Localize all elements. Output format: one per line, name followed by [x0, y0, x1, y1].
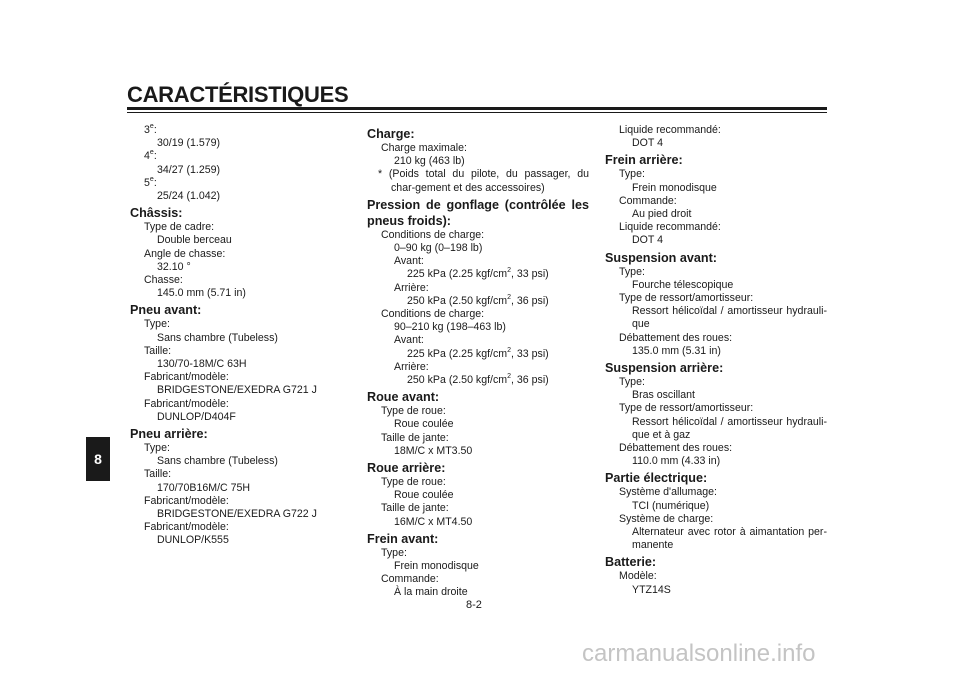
- rear-tire-maker1-label: Fabricant/modèle:: [144, 494, 229, 507]
- rear-suspension-spring-value: Ressort hélicoïdal / amortisseur hydrauli-que et à gaz: [632, 415, 827, 441]
- pressure-1-front-value: 225 kPa (2.25 kgf/$cm^2$, 33 psi): [407, 267, 549, 281]
- front-tire-size-label: Taille:: [144, 344, 172, 357]
- front-tire-heading: Pneu avant:: [130, 303, 202, 318]
- front-wheel-rim-label: Taille de jante:: [381, 431, 449, 444]
- rear-tire-size-label: Taille:: [144, 468, 172, 481]
- pressure-1-rear-value: 250 kPa (2.50 kgf/$cm^2$, 36 psi): [407, 293, 549, 307]
- max-load-value: 210 kg (463 lb): [394, 155, 465, 168]
- battery-model-label: Modèle:: [619, 570, 657, 583]
- pressure-heading: Pression de gonflage (contrôlée les pneus froids):: [367, 197, 589, 228]
- rear-tire-type-value: Sans chambre (Tubeless): [157, 455, 278, 468]
- front-brake-control-label: Commande:: [381, 573, 439, 586]
- load-note: * (Poids total du pilote, du passager, du char-gement et des accessoires): [378, 168, 589, 194]
- front-tire-maker2-label: Fabricant/modèle:: [144, 397, 229, 410]
- max-load-label: Charge maximale:: [381, 142, 467, 154]
- front-suspension-heading: Suspension avant:: [605, 250, 717, 265]
- load-condition-1-label: Conditions de charge:: [381, 228, 485, 241]
- rear-suspension-spring-label: Type de ressort/amortisseur:: [619, 402, 754, 415]
- front-wheel-rim-value: 18M/C x MT3.50: [394, 444, 473, 457]
- gear5-label: 5e:: [144, 175, 157, 189]
- charging-system-value: Alternateur avec rotor à aimantation per-manente: [632, 526, 827, 552]
- electrical-heading: Partie électrique:: [605, 471, 708, 486]
- frame-type-label: Type de cadre:: [144, 221, 215, 234]
- pressure-1-rear-label: Arrière:: [394, 281, 429, 294]
- caster-angle-label: Angle de chasse:: [144, 247, 226, 260]
- rear-brake-control-label: Commande:: [619, 194, 677, 207]
- rear-brake-type-label: Type:: [619, 168, 645, 181]
- battery-model-value: YTZ14S: [632, 583, 671, 596]
- front-wheel-type-value: Roue coulée: [394, 418, 454, 431]
- front-tire-type-label: Type:: [144, 318, 170, 331]
- rear-suspension-type-label: Type:: [619, 376, 645, 389]
- rear-tire-maker2-label: Fabricant/modèle:: [144, 521, 229, 534]
- chapter-tab: 8: [86, 437, 110, 481]
- gear4-value: 34/27 (1.259): [157, 163, 221, 176]
- ignition-system-value: TCI (numérique): [632, 499, 710, 512]
- pressure-2-rear-value: 250 kPa (2.50 kgf/$cm^2$, 36 psi): [407, 373, 549, 387]
- rear-brake-heading: Frein arrière:: [605, 153, 683, 168]
- load-condition-2-value: 90–210 kg (198–463 lb): [394, 321, 506, 334]
- front-brake-type-value: Frein monodisque: [394, 560, 479, 573]
- rear-suspension-type-value: Bras oscillant: [632, 389, 695, 402]
- column-3: [605, 124, 827, 597]
- front-brake-control-value: À la main droite: [394, 586, 468, 599]
- rear-tire-heading: Pneu arrière:: [130, 427, 208, 442]
- pressure-2-front-value: 225 kPa (2.25 kgf/$cm^2$, 33 psi): [407, 346, 549, 360]
- rear-brake-type-value: Frein monodisque: [632, 181, 717, 194]
- frame-type-value: Double berceau: [157, 234, 232, 247]
- gear3-label: 3e:: [144, 122, 157, 136]
- front-suspension-type-label: Type:: [619, 265, 645, 278]
- rear-tire-type-label: Type:: [144, 442, 170, 455]
- front-suspension-spring-label: Type de ressort/amortisseur:: [619, 292, 754, 305]
- watermark: carmanualsonline.info: [582, 640, 816, 667]
- load-condition-1-value: 0–90 kg (0–198 lb): [394, 242, 483, 255]
- front-tire-maker2-value: DUNLOP/D404F: [157, 410, 236, 423]
- column-2: [367, 124, 589, 600]
- trail-value: 145.0 mm (5.71 in): [157, 287, 246, 300]
- front-brake-heading: Frein avant:: [367, 531, 439, 546]
- page-title: CARACTÉRISTIQUES: [127, 82, 349, 107]
- rear-wheel-type-value: Roue coulée: [394, 489, 454, 502]
- gear5-value: 25/24 (1.042): [157, 190, 221, 203]
- front-brake-fluid-label: Liquide recommandé:: [619, 124, 721, 136]
- pressure-2-rear-label: Arrière:: [394, 360, 429, 373]
- ignition-system-label: Système d'allumage:: [619, 486, 718, 499]
- pressure-1-front-label: Avant:: [394, 255, 424, 268]
- rear-tire-size-value: 170/70B16M/C 75H: [157, 481, 251, 494]
- battery-heading: Batterie:: [605, 555, 657, 570]
- front-wheel-heading: Roue avant:: [367, 390, 440, 405]
- front-tire-type-value: Sans chambre (Tubeless): [157, 331, 278, 344]
- front-suspension-spring-value: Ressort hélicoïdal / amortisseur hydrauli-que: [632, 305, 827, 331]
- pressure-2-front-label: Avant:: [394, 334, 424, 347]
- column-1: [130, 124, 335, 548]
- front-tire-maker1-label: Fabricant/modèle:: [144, 371, 229, 384]
- front-suspension-type-value: Fourche télescopique: [632, 278, 734, 291]
- gear4-label: 4e:: [144, 149, 157, 163]
- page-number: 8-2: [466, 599, 482, 611]
- gear3-value: 30/19 (1.579): [157, 137, 221, 150]
- rear-suspension-heading: Suspension arrière:: [605, 361, 724, 376]
- front-suspension-travel-value: 135.0 mm (5.31 in): [632, 344, 721, 357]
- rear-wheel-rim-value: 16M/C x MT4.50: [394, 515, 473, 528]
- rear-suspension-travel-label: Débattement des roues:: [619, 442, 733, 455]
- front-wheel-type-label: Type de roue:: [381, 405, 446, 418]
- load-condition-2-label: Conditions de charge:: [381, 308, 485, 321]
- rear-suspension-travel-value: 110.0 mm (4.33 in): [632, 455, 721, 468]
- front-brake-fluid-value: DOT 4: [632, 137, 664, 150]
- rear-tire-maker1-value: BRIDGESTONE/EXEDRA G722 J: [157, 508, 317, 521]
- load-heading: Charge:: [367, 127, 415, 141]
- rear-brake-control-value: Au pied droit: [632, 208, 692, 221]
- rear-wheel-heading: Roue arrière:: [367, 461, 446, 476]
- charging-system-label: Système de charge:: [619, 512, 714, 525]
- rear-wheel-type-label: Type de roue:: [381, 476, 446, 489]
- front-tire-maker1-value: BRIDGESTONE/EXEDRA G721 J: [157, 384, 317, 397]
- title-rule-thick: [127, 107, 827, 110]
- rear-tire-maker2-value: DUNLOP/K555: [157, 534, 229, 547]
- title-rule-thin: [127, 112, 827, 113]
- caster-angle-value: 32.10 °: [157, 260, 191, 273]
- rear-wheel-rim-label: Taille de jante:: [381, 502, 449, 515]
- chassis-heading: Châssis:: [130, 206, 183, 221]
- rear-brake-fluid-label: Liquide recommandé:: [619, 221, 721, 234]
- front-tire-size-value: 130/70-18M/C 63H: [157, 358, 247, 371]
- rear-brake-fluid-value: DOT 4: [632, 234, 664, 247]
- front-suspension-travel-label: Débattement des roues:: [619, 331, 733, 344]
- trail-label: Chasse:: [144, 274, 183, 287]
- front-brake-type-label: Type:: [381, 546, 407, 559]
